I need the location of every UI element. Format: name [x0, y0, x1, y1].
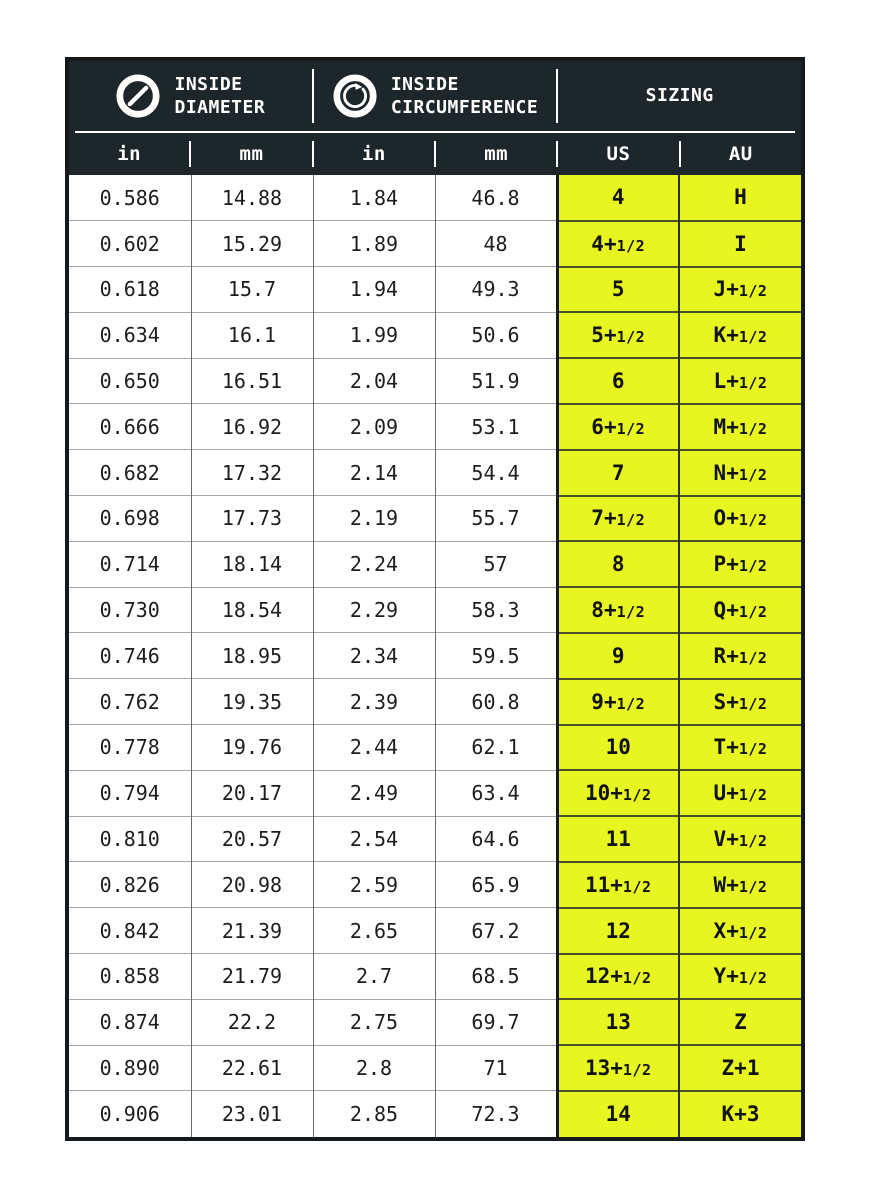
- measure-cell: 17.32: [191, 450, 313, 496]
- size-fraction-part: 1/2: [622, 786, 652, 805]
- size-cell: [557, 541, 679, 587]
- size-fraction-part: 1/2: [738, 465, 768, 484]
- size-cell: [557, 267, 679, 313]
- measure-cell: 0.858: [69, 954, 191, 1000]
- size-fraction-part: 1/2: [616, 603, 646, 622]
- measure-cell: 0.746: [69, 633, 191, 679]
- size-whole-part: Q+: [713, 598, 739, 623]
- measure-cell: 51.9: [435, 358, 557, 404]
- measure-cell: 67.2: [435, 908, 557, 954]
- measure-cell: 2.7: [313, 954, 435, 1000]
- measure-cell: 54.4: [435, 450, 557, 496]
- size-fraction-part: 1/2: [738, 557, 768, 576]
- size-cell: [679, 496, 801, 542]
- size-cell: [679, 679, 801, 725]
- size-whole-part: 14: [605, 1102, 631, 1127]
- measure-cell: 18.14: [191, 541, 313, 587]
- size-whole-part: 12+: [584, 964, 623, 989]
- size-cell: [557, 358, 679, 404]
- size-whole-part: L+: [713, 369, 739, 394]
- size-fraction-part: 1/2: [738, 511, 768, 530]
- size-fraction-part: 1/2: [738, 648, 768, 667]
- column-header-circumference-mm: mm: [484, 143, 509, 165]
- size-cell: [557, 908, 679, 954]
- measure-cell: 0.842: [69, 908, 191, 954]
- size-whole-part: R+: [713, 643, 739, 668]
- size-whole-part: T+: [713, 735, 739, 760]
- header-label-line: INSIDE: [174, 73, 243, 95]
- size-whole-part: Z+1: [721, 1056, 760, 1081]
- size-cell: [557, 1091, 679, 1137]
- header-label-line: INSIDE: [390, 73, 459, 95]
- measure-cell: 2.09: [313, 404, 435, 450]
- size-cell: [557, 450, 679, 496]
- measure-cell: 20.98: [191, 862, 313, 908]
- size-whole-part: 11: [605, 827, 631, 852]
- measure-cell: 2.54: [313, 816, 435, 862]
- header-group-label: [391, 73, 538, 120]
- size-whole-part: K+3: [721, 1102, 760, 1127]
- measure-cell: 64.6: [435, 816, 557, 862]
- size-fraction-part: 1/2: [738, 740, 768, 759]
- size-whole-part: I: [734, 231, 747, 256]
- size-fraction-part: 1/2: [738, 603, 768, 622]
- measure-cell: 17.73: [191, 496, 313, 542]
- size-fraction-part: 1/2: [738, 923, 768, 942]
- size-fraction-part: 1/2: [616, 328, 646, 347]
- table-row: [69, 725, 801, 771]
- measure-cell: 2.24: [313, 541, 435, 587]
- size-cell: [557, 633, 679, 679]
- measure-cell: 53.1: [435, 404, 557, 450]
- table-row: [69, 1091, 801, 1137]
- size-cell: [557, 496, 679, 542]
- table-row: [69, 496, 801, 542]
- header-group-inside-diameter: [69, 73, 312, 120]
- measure-cell: 22.61: [191, 1045, 313, 1091]
- size-fraction-part: 1/2: [622, 1061, 652, 1080]
- size-whole-part: 6+: [591, 414, 617, 439]
- table-row: [69, 908, 801, 954]
- column-units-row: [69, 133, 801, 175]
- size-whole-part: 7: [611, 460, 625, 485]
- size-cell: [679, 1045, 801, 1091]
- size-fraction-part: 1/2: [616, 694, 646, 713]
- size-table-body: [69, 175, 801, 1137]
- header-label-line: DIAMETER: [174, 97, 266, 118]
- measure-cell: 2.44: [313, 725, 435, 771]
- size-fraction-part: 1/2: [738, 694, 768, 713]
- measure-cell: 2.8: [313, 1045, 435, 1091]
- table-row: [69, 358, 801, 404]
- size-fraction-part: 1/2: [616, 236, 646, 255]
- circumference-icon: [332, 73, 378, 119]
- size-cell: [679, 221, 801, 267]
- header-group-sizing: [558, 84, 801, 107]
- column-header-circumference-in: in: [361, 143, 386, 165]
- measure-cell: 48: [435, 221, 557, 267]
- measure-cell: 19.76: [191, 725, 313, 771]
- measure-cell: 63.4: [435, 770, 557, 816]
- size-fraction-part: 1/2: [738, 786, 768, 805]
- measure-cell: 21.79: [191, 954, 313, 1000]
- measure-cell: 22.2: [191, 999, 313, 1045]
- diameter-icon: [115, 73, 161, 119]
- table-row: [69, 175, 801, 221]
- measure-cell: 0.762: [69, 679, 191, 725]
- size-whole-part: N+: [713, 460, 739, 485]
- measure-cell: 65.9: [435, 862, 557, 908]
- measure-cell: 0.634: [69, 312, 191, 358]
- size-cell: [557, 175, 679, 221]
- table-row: [69, 1045, 801, 1091]
- measure-cell: 0.698: [69, 496, 191, 542]
- table-row: [69, 587, 801, 633]
- table-row: [69, 816, 801, 862]
- measure-cell: 49.3: [435, 267, 557, 313]
- size-whole-part: 8+: [591, 598, 617, 623]
- size-whole-part: J+: [713, 277, 739, 302]
- measure-cell: 19.35: [191, 679, 313, 725]
- size-whole-part: V+: [713, 827, 739, 852]
- size-whole-part: Z: [734, 1010, 747, 1035]
- column-header-us-size: US: [606, 143, 631, 165]
- ring-size-conversion-table: [65, 57, 805, 1141]
- table-row: [69, 679, 801, 725]
- size-cell: [557, 862, 679, 908]
- size-whole-part: Y+: [713, 964, 739, 989]
- measure-cell: 0.682: [69, 450, 191, 496]
- size-whole-part: 6: [611, 369, 625, 394]
- measure-cell: 0.666: [69, 404, 191, 450]
- table-row: [69, 862, 801, 908]
- size-whole-part: S+: [713, 689, 739, 714]
- measure-cell: 16.51: [191, 358, 313, 404]
- measure-cell: 0.874: [69, 999, 191, 1045]
- measure-cell: 16.1: [191, 312, 313, 358]
- measure-cell: 2.75: [313, 999, 435, 1045]
- size-fraction-part: 1/2: [738, 969, 768, 988]
- table-row: [69, 999, 801, 1045]
- measure-cell: 69.7: [435, 999, 557, 1045]
- size-cell: [679, 999, 801, 1045]
- size-cell: [679, 816, 801, 862]
- size-cell: [679, 404, 801, 450]
- measure-cell: 71: [435, 1045, 557, 1091]
- measure-cell: 72.3: [435, 1091, 557, 1137]
- size-cell: [557, 679, 679, 725]
- measure-cell: 0.810: [69, 816, 191, 862]
- size-whole-part: 4: [611, 185, 625, 210]
- measure-cell: 2.65: [313, 908, 435, 954]
- size-whole-part: 4+: [591, 231, 617, 256]
- header-label-line: CIRCUMFERENCE: [390, 97, 539, 118]
- size-cell: [679, 908, 801, 954]
- header-group-row: [69, 61, 801, 131]
- size-cell: [557, 221, 679, 267]
- size-whole-part: 13+: [584, 1056, 623, 1081]
- measure-cell: 15.7: [191, 267, 313, 313]
- measure-cell: 2.34: [313, 633, 435, 679]
- measure-cell: 0.650: [69, 358, 191, 404]
- measure-cell: 0.618: [69, 267, 191, 313]
- size-cell: [557, 770, 679, 816]
- size-cell: [679, 1091, 801, 1137]
- measure-cell: 57: [435, 541, 557, 587]
- size-cell: [679, 267, 801, 313]
- measure-cell: 2.19: [313, 496, 435, 542]
- size-whole-part: 11+: [584, 872, 623, 897]
- size-whole-part: 9: [611, 643, 625, 668]
- measure-cell: 1.84: [313, 175, 435, 221]
- measure-cell: 2.85: [313, 1091, 435, 1137]
- size-fraction-part: 1/2: [738, 328, 768, 347]
- measure-cell: 60.8: [435, 679, 557, 725]
- measure-cell: 21.39: [191, 908, 313, 954]
- measure-cell: 2.49: [313, 770, 435, 816]
- size-cell: [557, 587, 679, 633]
- measure-cell: 1.99: [313, 312, 435, 358]
- measure-cell: 16.92: [191, 404, 313, 450]
- size-whole-part: K+: [713, 323, 739, 348]
- measure-cell: 0.730: [69, 587, 191, 633]
- size-cell: [679, 312, 801, 358]
- size-cell: [679, 954, 801, 1000]
- column-header-au-size: AU: [728, 143, 753, 165]
- size-whole-part: U+: [713, 781, 739, 806]
- size-fraction-part: 1/2: [738, 832, 768, 851]
- column-header-diameter-mm: mm: [239, 143, 264, 165]
- table-row: [69, 633, 801, 679]
- table-row: [69, 450, 801, 496]
- size-whole-part: 13: [605, 1010, 631, 1035]
- header-group-inside-circumference: [314, 73, 557, 120]
- measure-cell: 23.01: [191, 1091, 313, 1137]
- size-fraction-part: 1/2: [738, 877, 768, 896]
- measure-cell: 1.89: [313, 221, 435, 267]
- size-whole-part: 12: [605, 918, 631, 943]
- size-cell: [557, 816, 679, 862]
- table-row: [69, 312, 801, 358]
- measure-cell: 55.7: [435, 496, 557, 542]
- size-whole-part: 5+: [591, 323, 617, 348]
- column-header-diameter-in: in: [117, 143, 142, 165]
- measure-cell: 18.95: [191, 633, 313, 679]
- measure-cell: 68.5: [435, 954, 557, 1000]
- measure-cell: 0.586: [69, 175, 191, 221]
- size-whole-part: 7+: [591, 506, 617, 531]
- header-group-label: [646, 84, 714, 107]
- size-cell: [557, 725, 679, 771]
- size-cell: [557, 312, 679, 358]
- size-whole-part: 10+: [584, 781, 623, 806]
- size-fraction-part: 1/2: [738, 282, 768, 301]
- measure-cell: 15.29: [191, 221, 313, 267]
- measure-cell: 0.602: [69, 221, 191, 267]
- measure-cell: 20.17: [191, 770, 313, 816]
- measure-cell: 50.6: [435, 312, 557, 358]
- size-whole-part: 10: [605, 735, 631, 760]
- measure-cell: 2.59: [313, 862, 435, 908]
- size-cell: [679, 725, 801, 771]
- measure-cell: 0.906: [69, 1091, 191, 1137]
- size-cell: [679, 541, 801, 587]
- measure-cell: 0.794: [69, 770, 191, 816]
- size-cell: [679, 633, 801, 679]
- size-whole-part: M+: [713, 414, 739, 439]
- size-whole-part: W+: [713, 872, 739, 897]
- measure-cell: 0.826: [69, 862, 191, 908]
- size-cell: [557, 999, 679, 1045]
- size-cell: [557, 404, 679, 450]
- measure-cell: 0.890: [69, 1045, 191, 1091]
- table-row: [69, 221, 801, 267]
- measure-cell: 2.14: [313, 450, 435, 496]
- measure-cell: 0.714: [69, 541, 191, 587]
- size-whole-part: P+: [713, 552, 739, 577]
- size-whole-part: O+: [713, 506, 739, 531]
- size-fraction-part: 1/2: [622, 877, 652, 896]
- measure-cell: 14.88: [191, 175, 313, 221]
- size-cell: [679, 770, 801, 816]
- table-row: [69, 541, 801, 587]
- measure-cell: 2.04: [313, 358, 435, 404]
- size-cell: [557, 1045, 679, 1091]
- header-group-label: [174, 73, 265, 120]
- header-label-line: SIZING: [645, 85, 714, 107]
- table-row: [69, 770, 801, 816]
- measure-cell: 2.39: [313, 679, 435, 725]
- size-cell: [557, 954, 679, 1000]
- table-header: [69, 61, 801, 175]
- size-whole-part: 5: [611, 277, 625, 302]
- measure-cell: 2.29: [313, 587, 435, 633]
- measure-cell: 62.1: [435, 725, 557, 771]
- size-cell: [679, 587, 801, 633]
- measure-cell: 46.8: [435, 175, 557, 221]
- size-whole-part: H: [734, 185, 747, 210]
- size-cell: [679, 450, 801, 496]
- size-whole-part: 9+: [591, 689, 617, 714]
- table-row: [69, 404, 801, 450]
- measure-cell: 18.54: [191, 587, 313, 633]
- size-fraction-part: 1/2: [616, 511, 646, 530]
- size-cell: [679, 358, 801, 404]
- measure-cell: 59.5: [435, 633, 557, 679]
- size-cell: [679, 175, 801, 221]
- size-whole-part: X+: [713, 918, 739, 943]
- measure-cell: 0.778: [69, 725, 191, 771]
- size-fraction-part: 1/2: [616, 419, 646, 438]
- size-fraction-part: 1/2: [622, 969, 652, 988]
- size-fraction-part: 1/2: [738, 374, 768, 393]
- size-fraction-part: 1/2: [738, 419, 768, 438]
- table-row: [69, 954, 801, 1000]
- measure-cell: 1.94: [313, 267, 435, 313]
- table-row: [69, 267, 801, 313]
- measure-cell: 20.57: [191, 816, 313, 862]
- size-whole-part: 8: [611, 552, 625, 577]
- size-cell: [679, 862, 801, 908]
- measure-cell: 58.3: [435, 587, 557, 633]
